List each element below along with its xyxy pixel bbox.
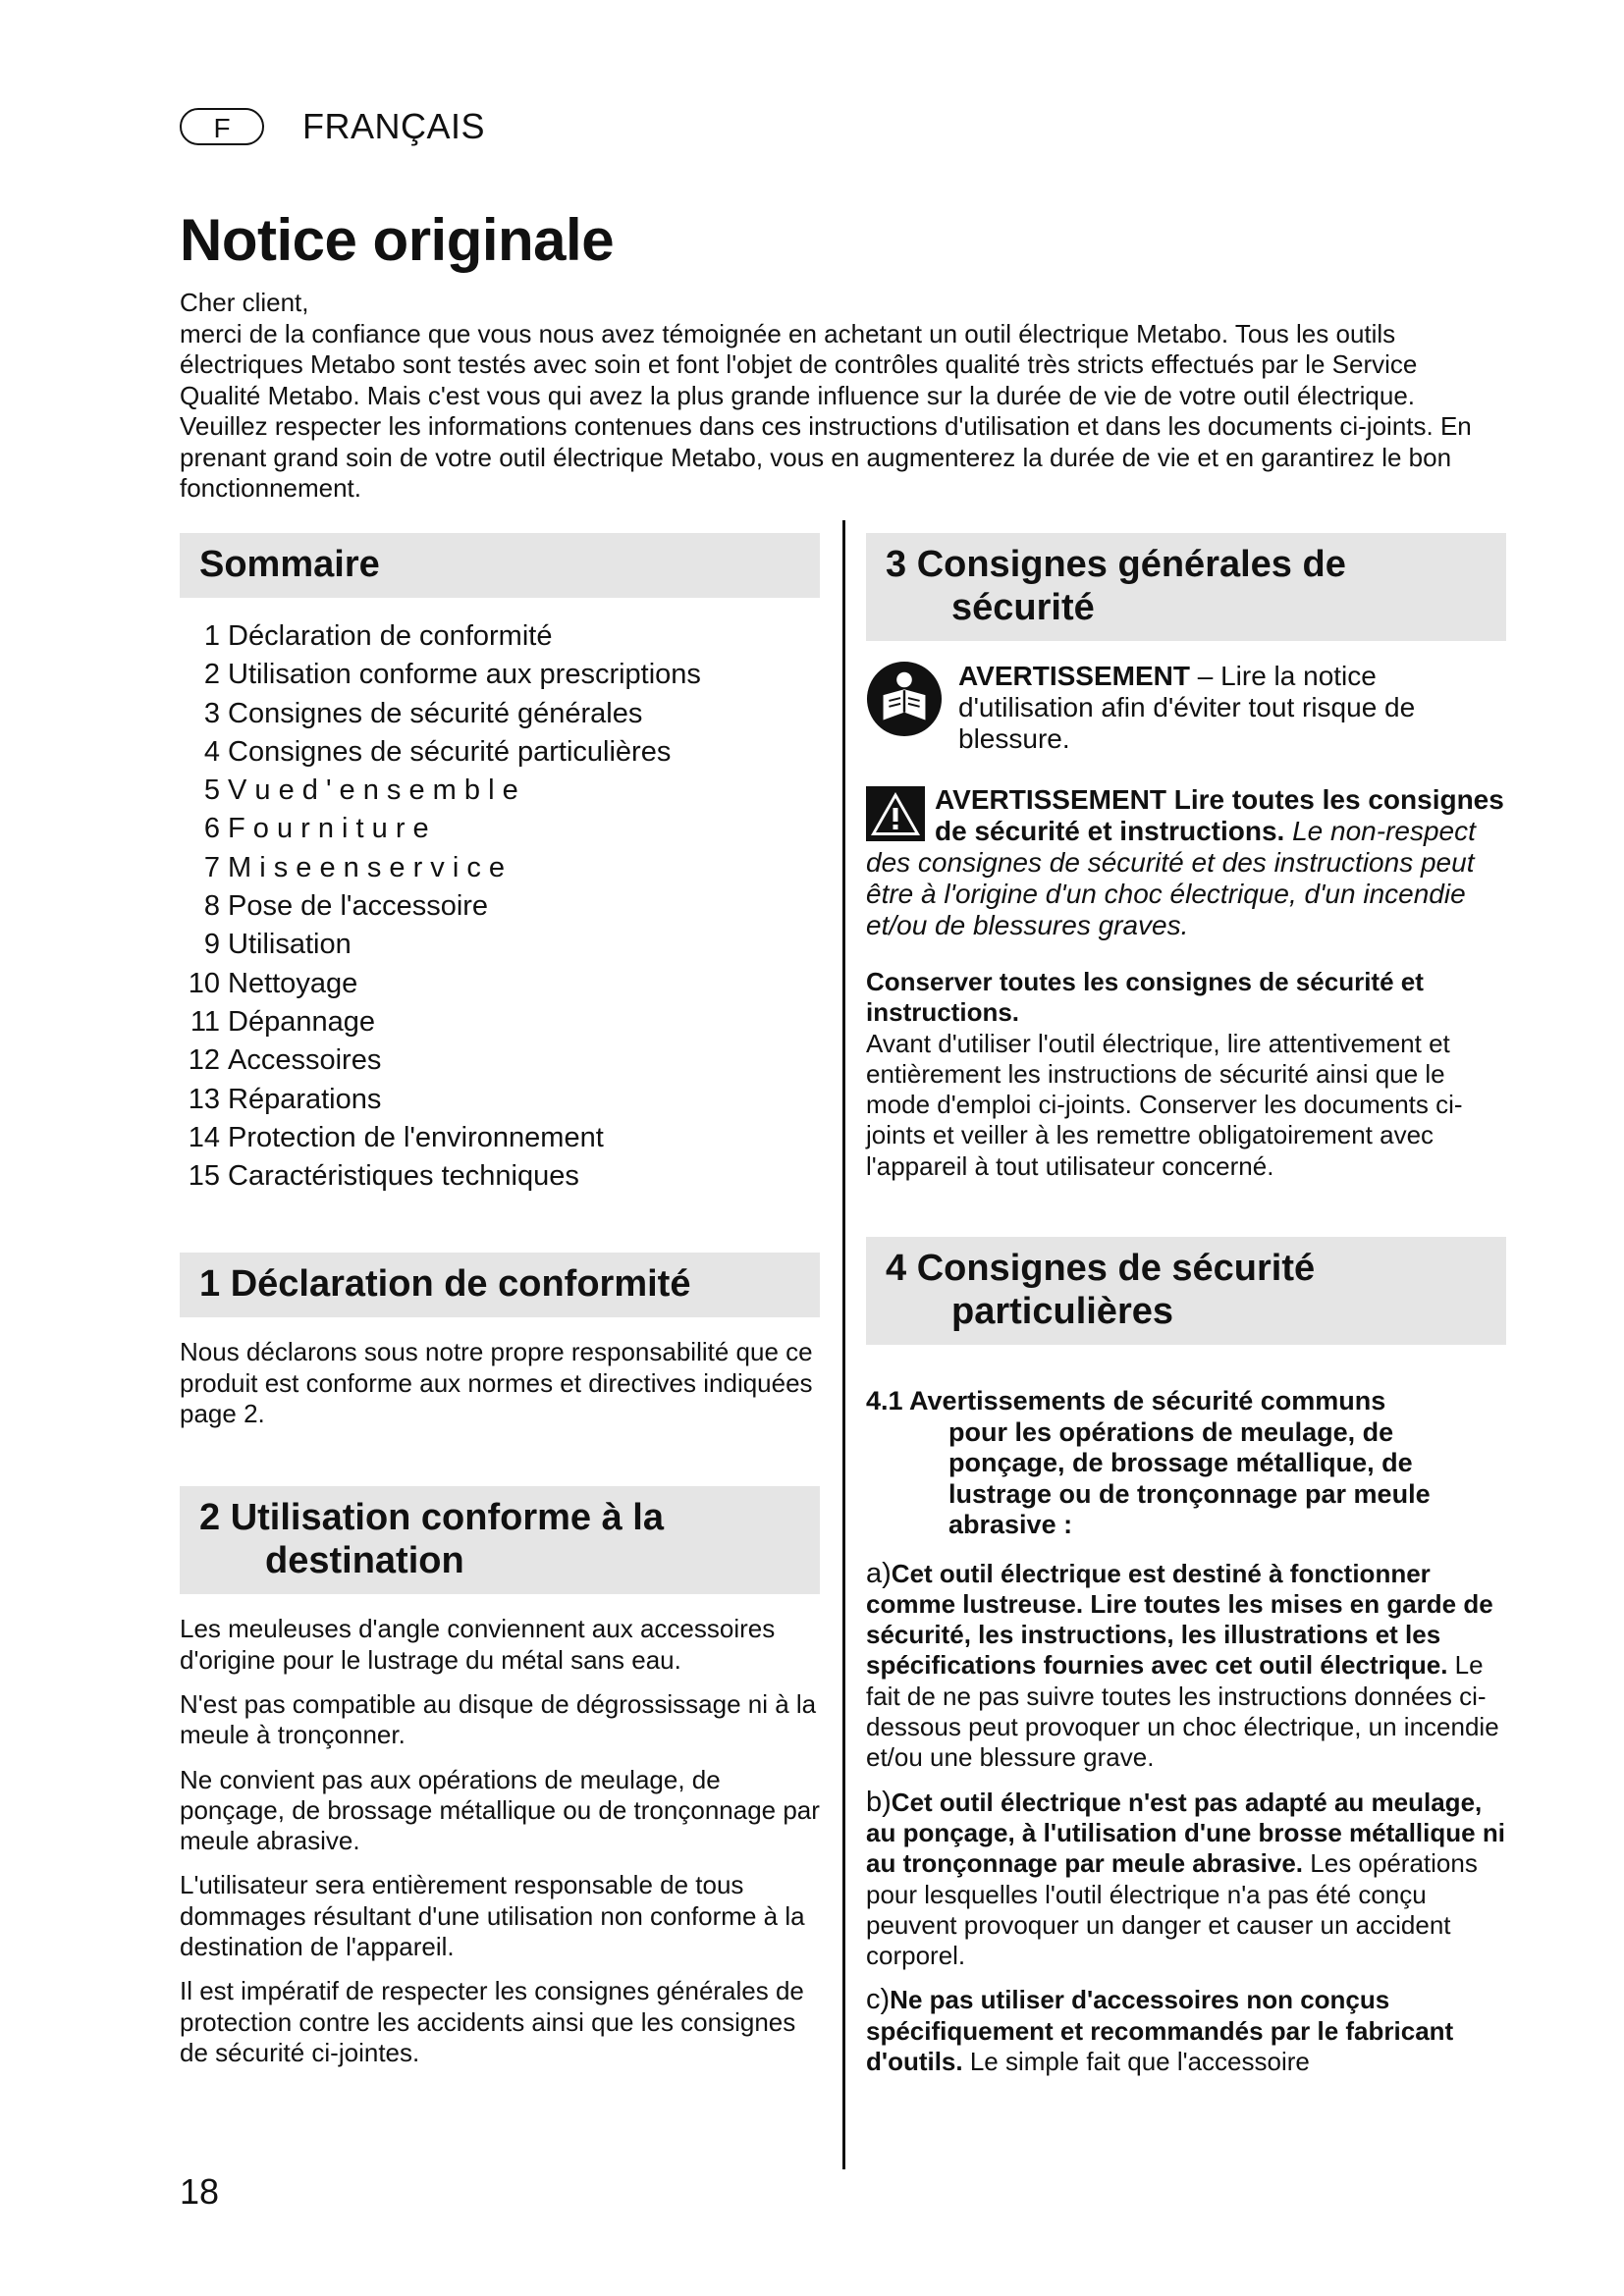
toc-item-label: Protection de l'environnement bbox=[228, 1121, 604, 1153]
toc-item-label: Accessoires bbox=[228, 1044, 382, 1077]
toc-item-number: 6 bbox=[203, 813, 220, 845]
intro-body: merci de la confiance que vous nous avez témoignée en achetant un outil électrique Metabo. Tous les outils électriques Metabo sont testés avec soin et font l'objet de contrôles qualité très stricts effectués par le Service Qualité Metabo. Mais c'est vous qui avez la plus grande influence sur la durée de vie de votre outil électrique. Veuillez respecter les informations contenues dans ces instructions d'utilisation et dans les documents ci-joints. En prenant grand soin de votre outil électrique Metabo, vous en augmenterez la durée de vie et en garantirez le bon fonctionnement. bbox=[180, 318, 1472, 503]
safety-item-text: Le simple fait que l'accessoire bbox=[962, 2047, 1310, 2077]
toc-item bbox=[180, 733, 820, 772]
safety-item-label: a) bbox=[866, 1557, 892, 1589]
section3-heading bbox=[866, 533, 1506, 641]
warning2-italic: Le non-respect des consignes de sécurité et des instructions peut être à l'origine d'un choc électrique, d'un incendie et/ou de blessures graves. bbox=[866, 816, 1476, 940]
section2-paragraph: Les meuleuses d'angle conviennent aux accessoires d'origine pour le lustrage du métal sans eau. bbox=[180, 1614, 776, 1675]
toc-item-label: Dépannage bbox=[228, 1005, 375, 1038]
keep-instructions-heading: Conserver toutes les consignes de sécurité et instructions. bbox=[866, 967, 1424, 1028]
section1-text: Nous déclarons sous notre propre responsabilité que ce produit est conforme aux normes et directives indiquées page 2. bbox=[180, 1337, 813, 1429]
right-column bbox=[866, 533, 1506, 2091]
safety-item-bold: Cet outil électrique est destiné à fonctionner comme lustreuse. Lire toutes les mises en garde de sécurité, les instructions, les illustrations et les spécifications fournies avec cet outil électrique. bbox=[866, 1558, 1493, 1681]
toc-item-number: 5 bbox=[203, 774, 220, 807]
toc-item bbox=[180, 887, 820, 926]
keep-instructions-text: Avant d'utiliser l'outil électrique, lire attentivement et entièrement les instructions de sécurité ainsi que le mode d'emploi ci-joints. Conserver les documents ci-joints et veiller à les remettre obligatoirement avec l'appareil à tout utilisateur concerné. bbox=[866, 1028, 1463, 1181]
toc-item-label: Consignes de sécurité particulières bbox=[228, 735, 672, 768]
toc-item bbox=[180, 695, 820, 733]
section2-paragraphs bbox=[180, 1614, 820, 2068]
section2-paragraph: Il est impératif de respecter les consignes générales de protection contre les accidents ainsi que les consignes de sécurité ci-jointes. bbox=[180, 1976, 804, 2067]
toc-item bbox=[180, 1041, 820, 1080]
read-manual-icon bbox=[866, 661, 943, 737]
toc-item-label: Réparations bbox=[228, 1083, 382, 1115]
section2-heading-line2: destination bbox=[265, 1540, 464, 1582]
intro-block bbox=[180, 288, 1495, 505]
toc-item bbox=[180, 965, 820, 1003]
safety-item-label: b) bbox=[866, 1786, 892, 1818]
section4-items bbox=[866, 1559, 1506, 2078]
toc-item bbox=[180, 1119, 820, 1157]
section4-heading-line2: particulières bbox=[951, 1291, 1173, 1333]
toc-item-number: 3 bbox=[203, 697, 220, 729]
language-code-badge: F bbox=[180, 108, 264, 145]
safety-item bbox=[866, 1985, 1506, 2077]
toc-item bbox=[180, 772, 820, 810]
document-title: Notice originale bbox=[180, 207, 615, 273]
toc-item-label: Caractéristiques techniques bbox=[228, 1160, 579, 1193]
toc-item-number: 8 bbox=[203, 890, 220, 923]
safety-item bbox=[866, 1788, 1506, 1972]
section2-paragraph: N'est pas compatible au disque de dégrossissage ni à la meule à tronçonner. bbox=[180, 1688, 817, 1750]
toc-item-number: 7 bbox=[203, 851, 220, 883]
section2-paragraph: L'utilisateur sera entièrement responsable de tous dommages résultant d'une utilisation non conforme à la destination de l'appareil. bbox=[180, 1870, 805, 1962]
manual-warning bbox=[866, 661, 1506, 755]
toc-item bbox=[180, 1157, 820, 1196]
section2-paragraph: Ne convient pas aux opérations de meulage, de ponçage, de brossage métallique ou de tronçonnage par meule abrasive. bbox=[180, 1764, 820, 1856]
toc-item-label: V u e d ' e n s e m b l e bbox=[228, 774, 518, 807]
section2-heading bbox=[180, 1486, 820, 1594]
subsection-title-line1: Avertissements de sécurité communs bbox=[909, 1386, 1386, 1416]
toc-item-label: M i s e e n s e r v i c e bbox=[228, 851, 506, 883]
toc-item-number: 13 bbox=[188, 1083, 220, 1115]
warning2-bold: AVERTISSEMENT Lire toutes les consignes de sécurité et instructions. bbox=[935, 784, 1504, 846]
toc-item-label: Nettoyage bbox=[228, 967, 358, 999]
toc-item bbox=[180, 849, 820, 887]
intro-greeting: Cher client, bbox=[180, 288, 309, 317]
toc-item bbox=[180, 810, 820, 848]
safety-item-bold: Cet outil électrique n'est pas adapté au meulage, au ponçage, à l'utilisation d'une brosse métallique ni au tronçonnage par meule abrasive. bbox=[866, 1787, 1505, 1879]
toc-item-number: 12 bbox=[188, 1044, 220, 1077]
toc-item bbox=[180, 1081, 820, 1119]
toc-item-label: Déclaration de conformité bbox=[228, 620, 553, 652]
toc-item-number: 4 bbox=[203, 735, 220, 768]
subsection-4-1-title bbox=[866, 1386, 1506, 1541]
manual-warning-text bbox=[958, 661, 1506, 755]
toc-item-number: 15 bbox=[188, 1160, 220, 1193]
toc-item bbox=[180, 1003, 820, 1041]
toc-item-number: 11 bbox=[189, 1005, 220, 1038]
safety-item bbox=[866, 1559, 1506, 1774]
safety-item-bold: Ne pas utiliser d'accessoires non conçus spécifiquement et recommandés par le fabricant d'outils. bbox=[866, 1985, 1454, 2077]
section3-heading-line2: sécurité bbox=[951, 587, 1095, 628]
summary-heading: Sommaire bbox=[180, 533, 820, 598]
toc-item-number: 9 bbox=[203, 929, 220, 961]
toc-item-number: 14 bbox=[188, 1121, 220, 1153]
toc-item-number: 2 bbox=[203, 659, 220, 691]
toc-item-label: Consignes de sécurité générales bbox=[228, 697, 643, 729]
section4-heading-line1: 4 Consignes de sécurité bbox=[886, 1248, 1316, 1290]
toc-item-number: 1 bbox=[203, 620, 220, 652]
safety-item-text: Les opérations pour lesquelles l'outil électrique n'a pas été conçu peuvent provoquer un danger et causer un accident corporel. bbox=[866, 1848, 1478, 1971]
toc-item-label: Utilisation conforme aux prescriptions bbox=[228, 659, 701, 691]
general-warning bbox=[866, 784, 1506, 941]
page-number: 18 bbox=[180, 2171, 220, 2212]
subsection-title-rest: pour les opérations de meulage, de ponçage, de brossage métallique, de lustrage ou de tronçonnage par meule abrasive : bbox=[948, 1416, 1431, 1540]
language-label: FRANÇAIS bbox=[302, 106, 486, 146]
toc-item-number: 10 bbox=[188, 967, 220, 999]
toc-item bbox=[180, 656, 820, 694]
section2-heading-line1: 2 Utilisation conforme à la bbox=[199, 1497, 664, 1539]
section3-heading-line1: 3 Consignes générales de bbox=[886, 544, 1346, 585]
toc-item bbox=[180, 617, 820, 656]
toc-item-label: Pose de l'accessoire bbox=[228, 890, 489, 923]
section4-heading bbox=[866, 1237, 1506, 1345]
safety-item-text: Le fait de ne pas suivre toutes les instructions données ci-dessous peut provoquer un choc électrique, un incendie et/ou une blessure grave. bbox=[866, 1650, 1499, 1773]
table-of-contents bbox=[180, 617, 820, 1196]
column-divider bbox=[842, 520, 845, 2169]
left-column bbox=[180, 533, 820, 2082]
subsection-number: 4.1 bbox=[866, 1386, 903, 1416]
warning-triangle-icon bbox=[866, 786, 925, 841]
safety-item-label: c) bbox=[866, 1984, 891, 2016]
toc-item-label: Utilisation bbox=[228, 929, 352, 961]
toc-item bbox=[180, 926, 820, 964]
warning1-bold: AVERTISSEMENT bbox=[958, 661, 1190, 691]
toc-item-label: F o u r n i t u r e bbox=[228, 813, 429, 845]
warning1-text: – Lire la notice d'utilisation afin d'éviter tout risque de blessure. bbox=[958, 661, 1416, 754]
section1-heading: 1 Déclaration de conformité bbox=[180, 1253, 820, 1317]
